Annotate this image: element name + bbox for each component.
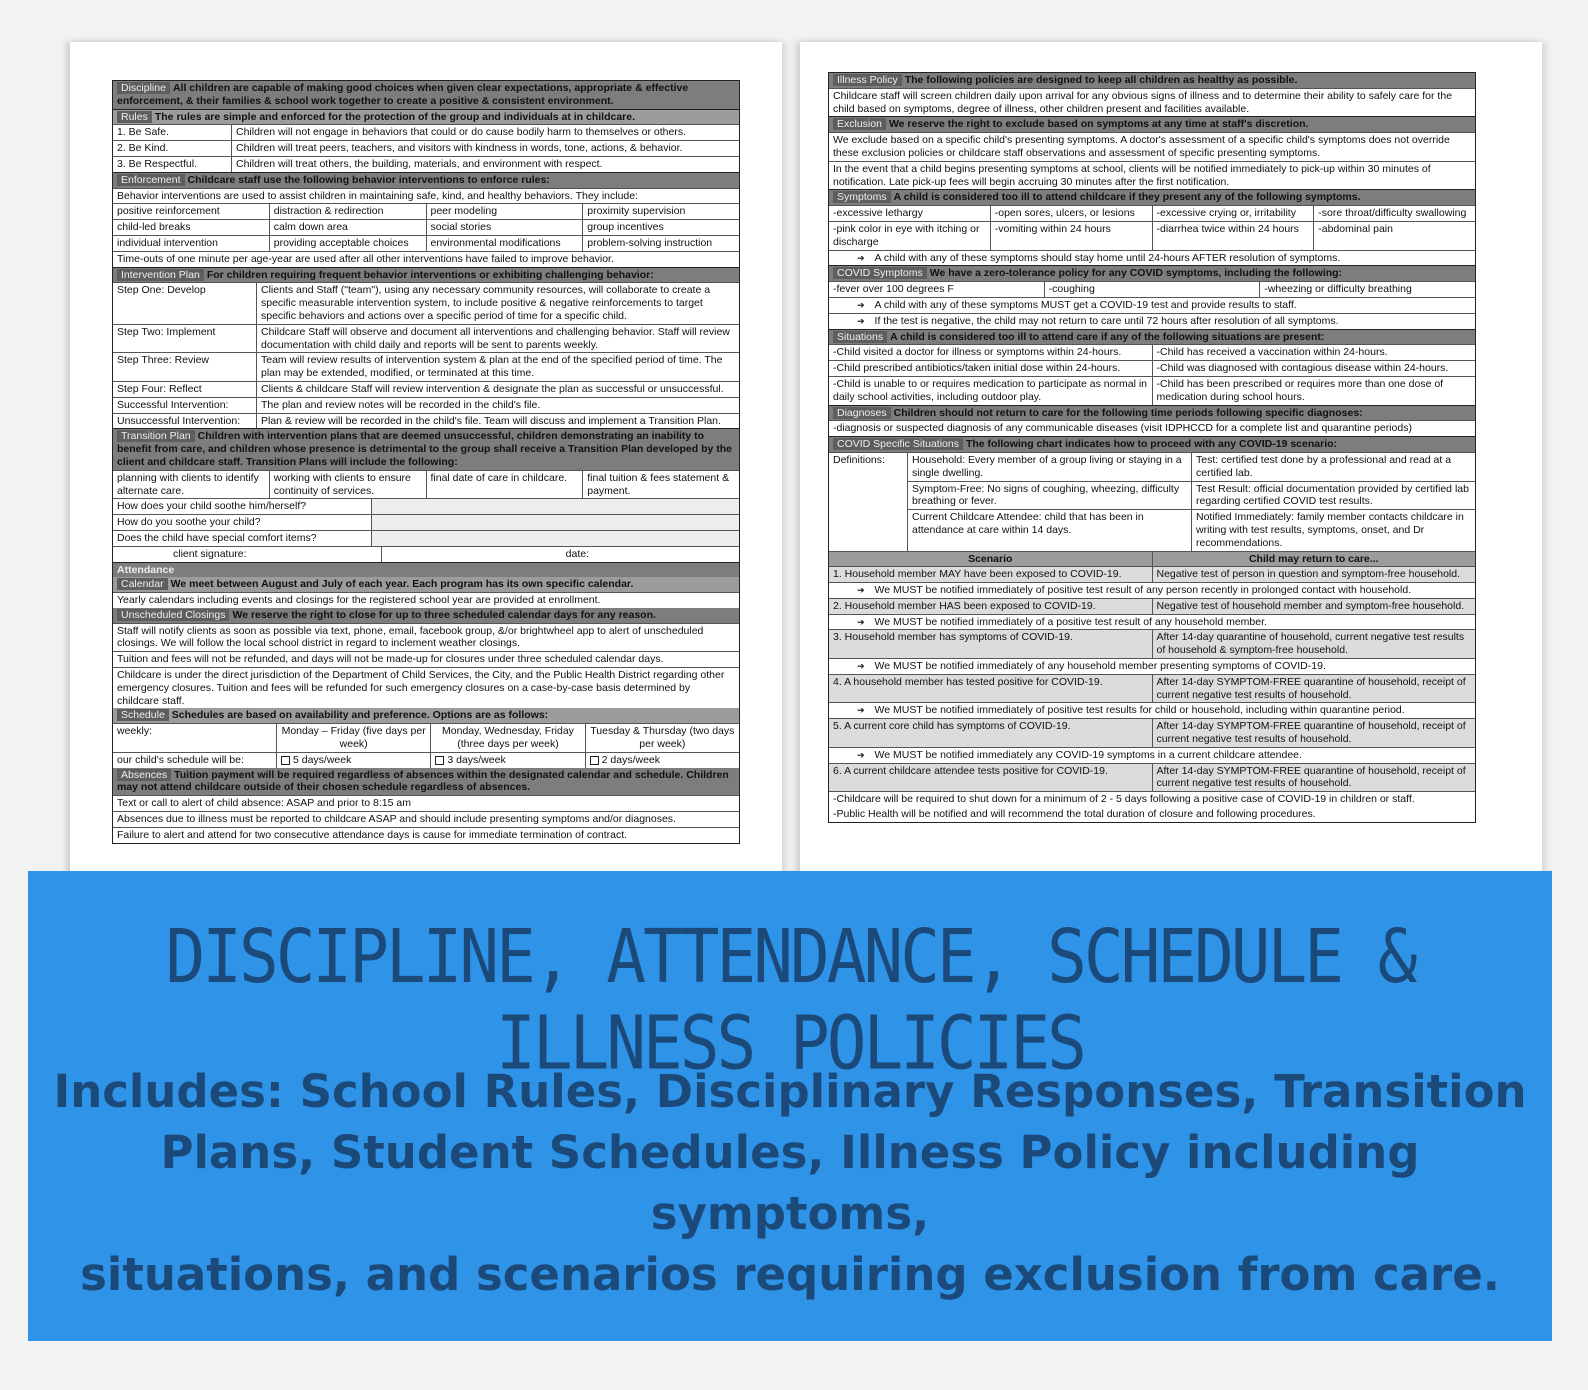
step-name: Successful Intervention: (117, 398, 229, 411)
return-column-header: Child may return to care... (1152, 552, 1476, 567)
signature-row (113, 546, 739, 562)
schedule-choice-label: our child's schedule will be: (117, 753, 244, 766)
section-heading: The following policies are designed to keep all children as healthy as possible. (904, 74, 1298, 86)
rule-name: 1. Be Safe. (117, 126, 169, 139)
closing-note: Tuition and fees will not be refunded, and days will not be made-up for closures under three scheduled calendar days. (113, 651, 739, 667)
section-header (829, 190, 1475, 205)
banner-line: situations, and scenarios requiring exclusion from care. (80, 1248, 1500, 1301)
calendar-note: Yearly calendars including events and closings for the registered school year are provided at enrollment. (113, 592, 739, 608)
schedule-options-row (113, 723, 739, 752)
absence-note: Failure to alert and attend for two consecutive attendance days is cause for immediate termination of contract. (113, 827, 739, 843)
definitions-label: Definitions: (833, 453, 885, 466)
scenario: 3. Household member has symptoms of COVID-19. (833, 631, 1073, 644)
closing-note: Childcare is under the direct jurisdiction of the Department of Child Services, the City, and the Public Health District regarding other emergency closures. Tuition and fees will be refunded for such emergency closures on a case-by-case basis determined by childcare staff. (113, 667, 739, 708)
definition: Symptom-Free: No signs of coughing, wheezing, difficulty breathing or fever. (912, 482, 1180, 508)
situation-row (829, 360, 1475, 376)
symptom: -excessive crying or, irritability (1152, 206, 1314, 221)
return-condition: Negative test of person in question and symptom-free household. (1152, 567, 1476, 582)
situation: -Child visited a doctor for illness or symptoms within 24-hours. (833, 346, 1122, 359)
transition-plan-section (112, 429, 740, 562)
covid-symptoms-section (828, 266, 1476, 329)
intervention-type: providing acceptable choices (269, 236, 426, 251)
enforcement-section (112, 173, 740, 268)
checkbox-icon (435, 756, 444, 765)
step-description: The plan and review notes will be recorded in the child's file. (256, 398, 739, 413)
symptom: -vomiting within 24 hours (990, 222, 1152, 250)
intervention-type: child-led breaks (117, 221, 191, 234)
symptoms-note: ➔ A child with any of these symptoms should stay home until 24-hours AFTER resolution of symptoms. (829, 250, 1475, 266)
definition: Household: Every member of a group living or staying in a single dwelling. (912, 453, 1182, 479)
return-condition: After 14-day SYMPTOM-FREE quarantine of household, receipt of current negative test results of household. (1152, 719, 1476, 747)
intervention-grid-row (113, 219, 739, 235)
transition-item: final date of care in childcare. (426, 471, 583, 499)
section-header (113, 708, 739, 723)
section-header (113, 429, 739, 469)
section-heading: We meet between August and July of each year. Each program has its own specific calendar. (170, 578, 634, 591)
section-header (113, 608, 739, 623)
step-name: Step Three: Review (117, 354, 210, 367)
step-description: Team will review results of intervention system & plan at the end of the specified period of time. The plan may be extended, modified, or terminated at this time. (256, 353, 739, 381)
question-text: How do you soothe your child? (117, 516, 261, 529)
section-tag: COVID Symptoms (833, 267, 927, 279)
checkbox-icon (590, 756, 599, 765)
return-condition: After 14-day SYMPTOM-FREE quarantine of household, receipt of current negative test results of household. (1152, 675, 1476, 703)
schedule-option: Tuesday & Thursday (two days per week) (585, 724, 739, 752)
scenario-row (829, 763, 1475, 792)
return-condition: Negative test of household member and symptom-free household. (1152, 599, 1476, 614)
scenario-row (829, 566, 1475, 582)
illness-policy-section (828, 72, 1476, 117)
definition: Test: certified test done by a professional and read at a certified lab. (1191, 453, 1475, 481)
transition-item: planning with clients to identify alternate care. (117, 471, 259, 497)
section-tag: COVID Specific Situations (833, 438, 963, 450)
covid-note: ➔ A child with any of these symptoms MUST get a COVID-19 test and provide results to staff. (829, 297, 1475, 313)
checkbox-icon (281, 756, 290, 765)
covid-symptom: -coughing (1044, 282, 1260, 297)
intervention-type: individual intervention (117, 236, 218, 249)
step-name: Step Four: Reflect (117, 382, 202, 395)
schedule-checkbox[interactable] (276, 753, 430, 768)
question-text: Does the child have special comfort items? (117, 531, 317, 544)
intervention-step-row (113, 381, 739, 397)
step-description: Plan & review will be recorded in the child's file. Team will discuss and implement a Transition Plan. (256, 414, 739, 429)
section-tag: Schedule (117, 709, 169, 721)
scenario-column-header: Scenario (968, 552, 1013, 565)
absence-note: Text or call to alert of child absence: ASAP and prior to 8:15 am (113, 795, 739, 811)
intervention-grid-row (113, 235, 739, 251)
section-tag: Situations (833, 331, 887, 343)
section-heading: We reserve the right to close for up to three scheduled calendar days for any reason. (232, 608, 656, 621)
definition-row (908, 481, 1475, 510)
schedule-checkbox[interactable] (430, 753, 584, 768)
section-heading: Schedules are based on availability and preference. Options are as follows: (171, 709, 549, 722)
scenario-row (829, 674, 1475, 703)
intervention-grid-row (113, 203, 739, 219)
scenario-note: ➔ We MUST be notified immediately of any household member presenting symptoms of COVID-19. (829, 658, 1475, 674)
rule-row (113, 124, 739, 140)
symptom: -excessive lethargy (833, 207, 923, 220)
section-header (113, 268, 739, 283)
intervention-type: proximity supervision (582, 204, 739, 219)
rule-description: Children will not engage in behaviors that could or do cause bodily harm to themselves or others. (231, 125, 739, 140)
return-condition: After 14-day SYMPTOM-FREE quarantine of household, receipt of current negative test results of household. (1152, 764, 1476, 792)
scenario-row (829, 629, 1475, 658)
section-header (829, 330, 1475, 345)
intervention-type: calm down area (269, 220, 426, 235)
symptom: -open sores, ulcers, or lesions (990, 206, 1152, 221)
intervention-type: peer modeling (426, 204, 583, 219)
definition: Test Result: official documentation provided by certified lab regarding certified COVID test results. (1191, 482, 1475, 510)
illness-body: Childcare staff will screen children daily upon arrival for any obvious signs of illness and to determine their ability to safely care for the child based on symptoms, degree of illness, other children present and facilities available. (829, 88, 1475, 117)
scenario: 5. A current core child has symptoms of COVID-19. (833, 720, 1071, 733)
intervention-step-row (113, 282, 739, 323)
section-tag: Rules (117, 111, 152, 123)
section-header (113, 577, 739, 592)
schedule-choice: 2 days/week (601, 753, 661, 766)
intervention-type: environmental modifications (426, 236, 583, 251)
scenario-row (829, 598, 1475, 614)
client-signature-label: client signature: (173, 547, 247, 560)
banner-line: Plans, Student Schedules, Illness Policy including symptoms, (160, 1126, 1420, 1240)
section-header (113, 768, 739, 796)
transition-item: final tuition & fees statement & payment. (582, 471, 739, 499)
schedule-choice: 5 days/week (293, 753, 352, 766)
attendance-title: Attendance (113, 563, 739, 578)
intervention-type: social stories (426, 220, 583, 235)
step-description: Childcare Staff will observe and document all interventions and challenging behavior. Staff will review documentation with child daily and reports will be sent to parents weekly. (256, 325, 739, 353)
closing-note: Staff will notify clients as soon as possible via text, phone, email, facebook group, &/or brightwheel app to alert of unscheduled closings. We will follow the local school district in regard to inclement weather closings. (113, 623, 739, 652)
exclusion-section (828, 117, 1476, 190)
scenario: 1. Household member MAY have been exposed to COVID-19. (833, 568, 1122, 581)
section-header (829, 73, 1475, 88)
timeout-note: Time-outs of one minute per age-year are used after all other interventions have failed to improve behavior. (113, 251, 739, 267)
intervention-step-row (113, 324, 739, 353)
return-condition: After 14-day quarantine of household, current negative test results of household & symptom-free household. (1152, 630, 1476, 658)
rule-name: 2. Be Kind. (117, 142, 169, 155)
step-name: Unsuccessful Intervention: (117, 414, 241, 427)
scenario-row (829, 718, 1475, 747)
section-heading: Tuition payment will be required regardless of absences within the designated calendar and schedule. Children may not attend childcare outside of their chosen schedule regardless of absences. (117, 768, 729, 794)
covid-symptom-row (829, 281, 1475, 297)
symptom: -abdominal pain (1313, 222, 1475, 250)
question-row (113, 514, 739, 530)
section-tag: Exclusion (833, 118, 886, 130)
scenario-note: ➔ We MUST be notified immediately of a positive test result of any household member. (829, 614, 1475, 630)
intervention-step-row (113, 413, 739, 429)
description-banner (28, 871, 1552, 1341)
answer-field (371, 531, 739, 546)
situations-section (828, 330, 1476, 406)
section-header (829, 406, 1475, 421)
question-row (113, 498, 739, 514)
section-heading: For children requiring frequent behavior interventions or exhibiting challenging behavior: (206, 268, 654, 281)
attendance-section (112, 563, 740, 844)
situation: -Child prescribed antibiotics/taken initial dose within 24-hours. (833, 362, 1121, 375)
intervention-type: problem-solving instruction (582, 236, 739, 251)
rule-row (113, 140, 739, 156)
definition-row (908, 453, 1475, 481)
section-tag: Calendar (117, 578, 168, 590)
definition: Notified Immediately: family member contacts childcare in writing with test results, symptoms, onset, and Dr recommendations. (1191, 510, 1475, 550)
document-page-left (70, 42, 782, 902)
answer-field (371, 499, 739, 514)
situation: -Child was diagnosed with contagious disease within 24-hours. (1152, 361, 1476, 376)
question-row (113, 530, 739, 546)
situation-row (829, 376, 1475, 405)
intervention-type: positive reinforcement (117, 205, 220, 218)
covid-note: ➔ If the test is negative, the child may not return to care until 72 hours after resolution of all symptoms. (829, 313, 1475, 329)
banner-subtitle (28, 1061, 1552, 1305)
discipline-document (112, 80, 740, 844)
definition: Current Childcare Attendee: child that has been in attendance at care within 14 days. (912, 511, 1144, 536)
symptoms-section (828, 190, 1476, 266)
date-label: date: (381, 547, 740, 562)
section-tag: Absences (117, 769, 171, 781)
rule-description: Children will treat others, the building, materials, and environment with respect. (231, 157, 739, 172)
schedule-checkbox[interactable] (585, 753, 739, 768)
definitions-list (907, 453, 1475, 551)
step-description: Clients & childcare Staff will review intervention & designate the plan as successful or unsuccessful. (256, 382, 739, 397)
intervention-type: group incentives (582, 220, 739, 235)
situation: -Child has been prescribed or requires more than one dose of medication during school hours. (1152, 377, 1476, 405)
section-header (113, 81, 739, 109)
step-name: Step Two: Implement (117, 325, 216, 338)
step-description: Clients and Staff ("team"), using any necessary community resources, will collaborate to create a specific measurable intervention system, to include positive & negative reinforcements to target specific behaviors and actions over a specific period of time for a specific child. (256, 283, 739, 323)
symptom-row (829, 221, 1475, 250)
diagnoses-section (828, 406, 1476, 438)
absence-note: Absences due to illness must be reported to childcare ASAP and should include presenting symptoms and/or diagnoses. (113, 811, 739, 827)
rule-description: Children will treat peers, teachers, and visitors with kindness in words, tone, actions, & behavior. (231, 141, 739, 156)
schedule-choice-row (113, 752, 739, 768)
transition-items-row (113, 470, 739, 499)
covid-specific-section (828, 437, 1476, 823)
rule-name: 3. Be Respectful. (117, 157, 197, 170)
section-tag: Transition Plan (117, 430, 195, 442)
section-header (829, 437, 1475, 452)
intervention-step-row (113, 397, 739, 413)
schedule-option: Monday, Wednesday, Friday (three days per week) (430, 724, 584, 752)
section-heading: Childcare staff use the following behavior interventions to enforce rules: (187, 173, 550, 186)
intervention-type: distraction & redirection (269, 204, 426, 219)
answer-field (371, 515, 739, 530)
schedule-choice: 3 days/week (447, 753, 506, 766)
scenario-header-row (829, 551, 1475, 567)
section-tag: Discipline (117, 82, 170, 94)
section-heading: A child is considered too ill to attend childcare if they present any of the following symptoms. (893, 191, 1361, 204)
diagnoses-body: -diagnosis or suspected diagnosis of any communicable diseases (visit IDPHCCD for a complete list and quarantine periods) (829, 420, 1475, 436)
situation: -Child is unable to or requires medication to participate as normal in daily school activities, including outdoor play. (833, 377, 1147, 403)
symptom-row (829, 205, 1475, 221)
section-heading: The rules are simple and enforced for the protection of the group and individuals at in childcare. (154, 110, 636, 123)
exclusion-note: We exclude based on a specific child's presenting symptoms. A doctor's assessment of a specific child's symptoms does not override these exclusion policies or childcare staff observations and assessment of specific presenting symptoms. (829, 132, 1475, 161)
section-header (113, 110, 739, 125)
section-tag: Diagnoses (833, 407, 891, 419)
transition-item: working with clients to ensure continuity of services. (269, 471, 426, 499)
situation-row (829, 344, 1475, 360)
question-text: How does your child soothe him/herself? (117, 500, 307, 513)
closure-note: -Public Health will be notified and will recommend the total duration of closure and following procedures. (833, 808, 1316, 821)
section-tag: Symptoms (833, 191, 891, 203)
covid-symptom: -fever over 100 degrees F (833, 283, 954, 296)
intervention-plan-section (112, 268, 740, 430)
section-header (113, 173, 739, 188)
scenario: 6. A current childcare attendee tests positive for COVID-19. (833, 764, 1108, 777)
rule-row (113, 156, 739, 172)
step-name: Step One: Develop (117, 284, 206, 297)
definition-row (908, 509, 1475, 550)
section-header (829, 266, 1475, 281)
closure-note: -Childcare will be required to shut down for a minimum of 2 - 5 days following a positive case of COVID-19 in children or staff. (829, 791, 1475, 807)
symptom: -sore throat/difficulty swallowing (1313, 206, 1475, 221)
intervention-step-row (113, 352, 739, 381)
document-page-right (800, 42, 1542, 902)
section-header (829, 117, 1475, 132)
rules-section (112, 110, 740, 173)
section-heading: Children should not return to care for the following time periods following specific diagnoses: (893, 406, 1363, 419)
illness-policy-document (828, 72, 1476, 823)
section-heading: We have a zero-tolerance policy for any COVID symptoms, including the following: (929, 267, 1343, 280)
exclusion-note: In the event that a child begins presenting symptoms at school, clients will be notified immediately to pick-up within 30 minutes of notification. Late pick-up fees will begin accruing 30 minutes after the first notification. (829, 161, 1475, 190)
section-heading: We reserve the right to exclude based on symptoms at any time at staff's discretion. (888, 118, 1309, 131)
weekly-label: weekly: (117, 725, 153, 738)
covid-symptom: -wheezing or difficulty breathing (1259, 282, 1475, 297)
scenario-note: ➔ We MUST be notified immediately any COVID-19 symptoms in a current childcare attendee. (829, 747, 1475, 763)
definitions-row (829, 452, 1475, 551)
scenario: 2. Household member HAS been exposed to COVID-19. (833, 599, 1096, 612)
schedule-option: Monday – Friday (five days per week) (276, 724, 430, 752)
section-heading: A child is considered too ill to attend care if any of the following situations are present: (890, 330, 1325, 343)
section-heading: Children with intervention plans that are deemed unsuccessful, children demonstrating an inability to benefit from care, and children whose presence is detrimental to the group shall receive a Transition Plan developed by the client and childcare staff. Transition Plans will include the following: (117, 430, 732, 468)
section-heading: The following chart indicates how to proceed with any COVID-19 scenario: (965, 438, 1338, 451)
symptom: -pink color in eye with itching or discharge (833, 222, 980, 248)
scenario: 4. A household member has tested positive for COVID-19. (833, 675, 1103, 688)
section-tag: Intervention Plan (117, 269, 204, 281)
section-tag: Unscheduled Closings (117, 609, 229, 621)
enforcement-intro: Behavior interventions are used to assist children in maintaining safe, kind, and healthy behaviors. They include: (113, 188, 739, 204)
banner-line: Includes: School Rules, Disciplinary Responses, Transition (53, 1065, 1527, 1118)
scenario-note: ➔ We MUST be notified immediately of positive test results for child or household, including within quarantine period. (829, 702, 1475, 718)
scenario-note: ➔ We MUST be notified immediately of positive test result of any person recently in prolonged contact with household. (829, 582, 1475, 598)
section-tag: Enforcement (117, 174, 185, 186)
discipline-section (112, 80, 740, 110)
section-heading: All children are capable of making good choices when given clear expectations, appropriate & effective enforcement, & their families & school work together to create a positive & consistent environment. (117, 82, 689, 107)
symptom: -diarrhea twice within 24 hours (1152, 222, 1314, 250)
situation: -Child has received a vaccination within 24-hours. (1152, 345, 1476, 360)
section-tag: Illness Policy (833, 74, 902, 86)
banner-title: DISCIPLINE, ATTENDANCE, SCHEDULE & ILLNESS POLICIES (165, 913, 1415, 1087)
